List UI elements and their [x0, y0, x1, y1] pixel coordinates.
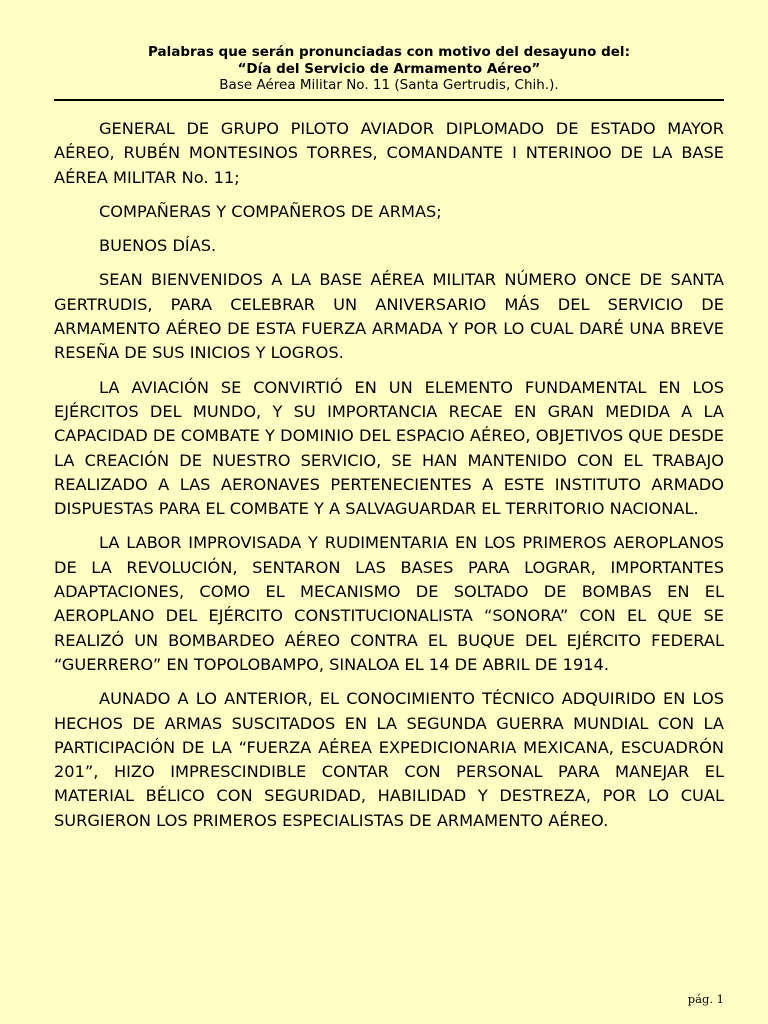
paragraph-greeting: BUENOS DÍAS. — [99, 236, 217, 256]
paragraph-revolution: LA LABOR IMPROVISADA Y RUDIMENTARIA EN LOS PRIMEROS AEROPLANOS DE LA REVOLUCIÓN, SENTARON LAS BASES PARA LOGRAR, IMPORTANTES ADAPTACIONES, COMO EL MECANISMO DE SOLTADO DE BOMBAS EN EL AEROPLANO DEL EJÉRCITO CONSTITUCIONALISTA “SONORA” CON EL QUE SE REALIZÓ UN BOMBARDEO AÉREO CONTRA EL BUQUE DEL EJÉRCITO FEDERAL “GUERRERO” EN TOPOLOBAMPO, SINALOA EL 14 DE ABRIL DE 1914. — [54, 533, 724, 674]
paragraph-aviation: LA AVIACIÓN SE CONVIRTIÓ EN UN ELEMENTO FUNDAMENTAL EN LOS EJÉRCITOS DEL MUNDO, Y SU IMPORTANCIA RECAE EN GRAN MEDIDA A LA CAPACIDAD DE COMBATE Y DOMINIO DEL ESPACIO AÉREO, OBJETIVOS QUE DESDE LA CREACIÓN DE NUESTRO SERVICIO, SE HAN MANTENIDO CON EL TRABAJO REALIZADO A LAS AERONAVES PERTENECIENTES A ESTE INSTITUTO ARMADO DISPUESTAS PARA EL COMBATE Y A SALVAGUARDAR EL TERRITORIO NACIONAL. — [54, 377, 724, 519]
header-event-name: “Día del Servicio de Armamento Aéreo” — [237, 60, 541, 77]
paragraph-wwii: AUNADO A LO ANTERIOR, EL CONOCIMIENTO TÉCNICO ADQUIRIDO EN LOS HECHOS DE ARMAS SUSCITADOS EN LA SEGUNDA GUERRA MUNDIAL CON LA PARTICIPACIÓN DE LA “FUERZA AÉREA EXPEDICIONARIA MEXICANA, ESCUADRÓN 201”, HIZO IMPRESCINDIBLE CONTAR CON PERSONAL PARA MANEJAR EL MATERIAL BÉLICO CON SEGURIDAD, HABILIDAD Y DESTREZA, POR LO CUAL SURGIERON LOS PRIMEROS ESPECIALISTAS DE ARMAMENTO AÉREO. — [54, 689, 724, 830]
header-divider — [54, 99, 724, 101]
header-title-line: Palabras que serán pronunciadas con motivo del desayuno del: — [148, 44, 630, 60]
paragraph-salutation-comrades: COMPAÑERAS Y COMPAÑEROS DE ARMAS; — [99, 201, 442, 221]
header-location: Base Aérea Militar No. 11 (Santa Gertrudis, Chih.). — [219, 77, 559, 93]
paragraph-welcome: SEAN BIENVENIDOS A LA BASE AÉREA MILITAR NÚMERO ONCE DE SANTA GERTRUDIS, PARA CELEBRAR UN ANIVERSARIO MÁS DEL SERVICIO DE ARMAMENTO AÉREO DE ESTA FUERZA ARMADA Y POR LO CUAL DARÉ UNA BREVE RESEÑA DE SUS INICIOS Y LOGROS. — [54, 270, 724, 363]
document-header — [54, 44, 724, 94]
page-number: pág. 1 — [687, 992, 724, 1006]
paragraph-salutation-general: GENERAL DE GRUPO PILOTO AVIADOR DIPLOMADO DE ESTADO MAYOR AÉREO, RUBÉN MONTESINOS TORRES, COMANDANTE I NTERINOO DE LA BASE AÉREA MILITAR No. 11; — [54, 119, 724, 187]
document-body — [54, 117, 724, 843]
